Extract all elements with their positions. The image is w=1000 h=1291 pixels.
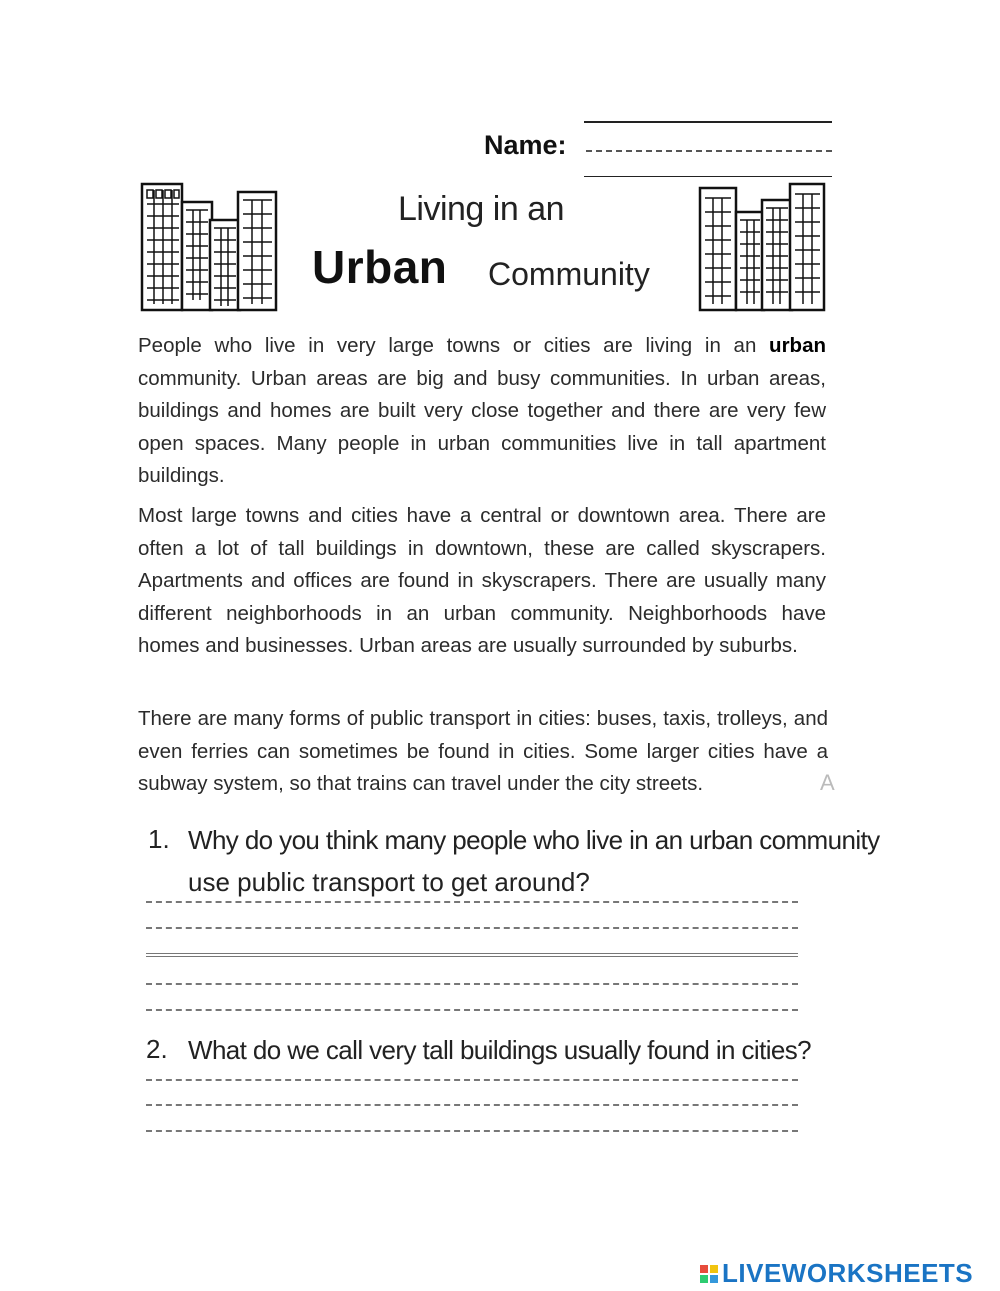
name-top-rule xyxy=(584,121,832,123)
paragraph-1 xyxy=(138,330,826,493)
name-input-line[interactable] xyxy=(586,150,832,152)
question-2-number: 2. xyxy=(146,1034,168,1064)
answer-1-line-1[interactable] xyxy=(146,901,798,903)
answer-1-line-5[interactable] xyxy=(146,1009,798,1011)
answer-1-line-4[interactable] xyxy=(146,983,798,985)
answer-1-line-2[interactable] xyxy=(146,927,798,929)
logo-square-green xyxy=(700,1275,708,1283)
answer-1-line-3[interactable] xyxy=(146,953,798,957)
liveworksheets-logo[interactable] xyxy=(700,1258,973,1289)
liveworksheets-brand-text: LIVEWORKSHEETS xyxy=(722,1258,974,1288)
paragraph-2: Most large towns and cities have a central or downtown area. There are often a lot of tall buildings in downtown, these are called skyscrapers. Apartments and offices are found in skyscrapers. There are usually many different neighborhoods in an urban community. Neighborhoods have homes and businesses. Urban areas are usually surrounded by suburbs. xyxy=(138,504,826,657)
logo-square-yellow xyxy=(710,1265,718,1273)
skyscraper-illustration-left xyxy=(138,180,280,312)
paragraph-1-bold-urban: urban xyxy=(769,334,826,357)
paragraph-1-text-start: People who live in very large towns or cities are living in an xyxy=(138,334,770,357)
question-1-number: 1. xyxy=(148,824,170,854)
name-label: Name: xyxy=(484,130,567,160)
logo-square-blue xyxy=(710,1275,718,1283)
title-line-1: Living in an xyxy=(398,190,565,228)
question-1-text-line-2: use public transport to get around? xyxy=(188,867,590,897)
title-urban: Urban xyxy=(312,241,448,293)
paragraph-3: There are many forms of public transport in cities: buses, taxis, trolleys, and even ferries can sometimes be found in cities. Some larger cities have a subway system, so that trains can travel under the city streets. xyxy=(138,707,828,795)
liveworksheets-logo-icon xyxy=(700,1265,718,1283)
answer-2-line-2[interactable] xyxy=(146,1104,798,1106)
logo-square-red xyxy=(700,1265,708,1273)
title-community: Community xyxy=(488,256,650,292)
paragraph-3-cutoff-letter: A xyxy=(820,770,835,795)
question-1-text-line-1: Why do you think many people who live in an urban community xyxy=(188,825,880,855)
skyscraper-illustration-right xyxy=(696,180,828,312)
answer-2-line-3[interactable] xyxy=(146,1130,798,1132)
question-2-text-line-1: What do we call very tall buildings usually found in cities? xyxy=(188,1035,812,1065)
answer-2-line-1[interactable] xyxy=(146,1079,798,1081)
name-bottom-rule xyxy=(584,176,832,177)
paragraph-1-text-end: community. Urban areas are big and busy communities. In urban areas, buildings and homes are built very close together and there are very few open spaces. Many people in urban communities live in tall apartment buildings. xyxy=(138,366,826,487)
